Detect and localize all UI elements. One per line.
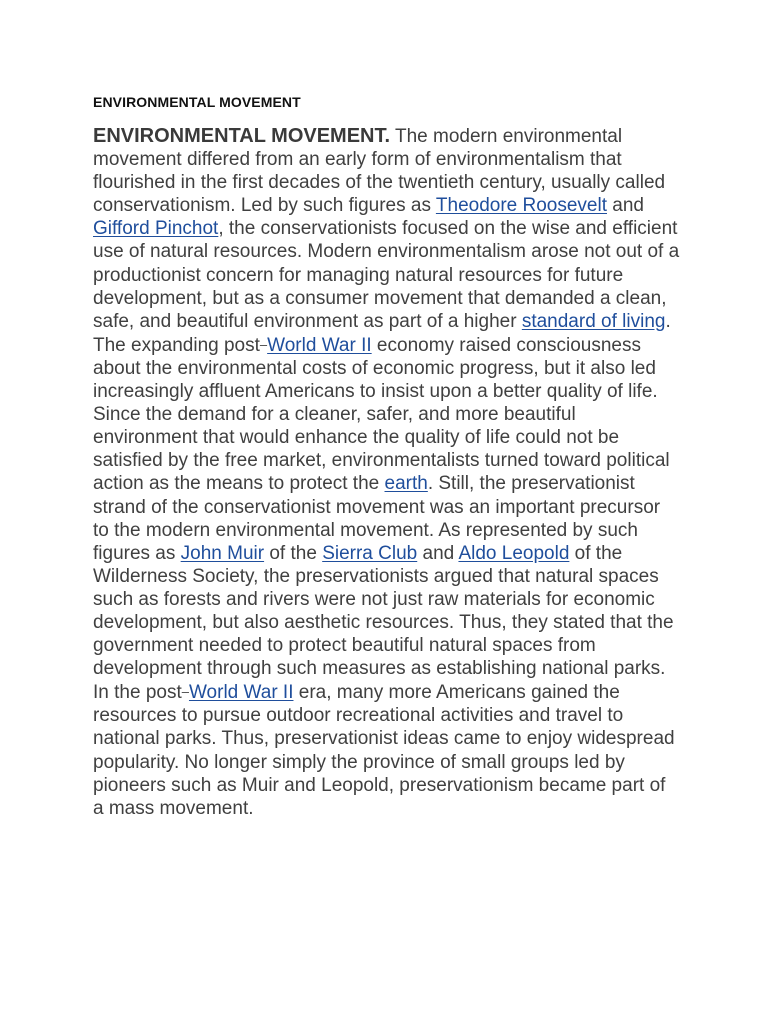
article-paragraph — [93, 125, 681, 820]
link-sierra-club[interactable]: Sierra Club — [322, 542, 418, 564]
body-text: era, many more Americans gained the resources to pursue outdoor recreational activities and travel to national parks. Thus, preservationist ideas came to enjoy widespread popularity. No longer simply the province of small groups led by pioneers such as Muir and Leopold, preservationism became part of a mass movement. — [93, 682, 675, 819]
link-john-muir[interactable]: John Muir — [180, 542, 265, 564]
link-standard-of-living[interactable]: standard of living — [521, 310, 666, 332]
link-world-war-ii[interactable]: World War II — [267, 334, 372, 356]
body-text: and — [417, 542, 459, 564]
dash-separator: – — [259, 336, 268, 352]
link-aldo-leopold[interactable]: Aldo Leopold — [458, 542, 570, 564]
document-heading: ENVIRONMENTAL MOVEMENT — [93, 94, 301, 110]
body-text: and — [607, 195, 644, 217]
body-text: of the — [264, 542, 323, 564]
link-earth[interactable]: earth — [384, 473, 428, 495]
body-text: of the Wilderness Society, the preservationists argued that natural spaces such as forests and rivers were not just raw materials for economic development, but also aesthetic resources. Thus, they stated that the government needed to protect beautiful natural spaces from development through such measures as establishing national parks. In the post — [93, 542, 674, 704]
body-text: . The expanding post — [93, 310, 671, 356]
body-text: , the conservationists focused on the wise and efficient use of natural resources. Modern environmentalism arose not out of a productionist concern for managing natural resources for future development, but as a consumer movement that demanded a clean, safe, and beautiful environment as part of a higher — [93, 218, 680, 332]
dash-separator: – — [181, 684, 189, 700]
link-theodore-roosevelt[interactable]: Theodore Roosevelt — [435, 195, 607, 217]
link-world-war-ii-second[interactable]: World War II — [188, 682, 294, 704]
link-gifford-pinchot[interactable]: Gifford Pinchot — [93, 218, 219, 240]
body-text: economy raised consciousness about the environmental costs of economic progress, but it also led increasingly affluent Americans to insist upon a better quality of life. Since the demand for a cleaner, safer, and more beautiful environment that would enhance the quality of life could not be satisfied by the free market, environmentalists turned toward political action as the means to protect the — [93, 334, 670, 495]
body-text: The modern environmental movement differed from an early form of environmentalism that flourished in the first decades of the twentieth century, usually called conservationism. Led by such figures as — [93, 126, 666, 217]
body-text: . Still, the preservationist strand of the conservationist movement was an important precursor to the modern environmental movement. As represented by such figures as — [93, 473, 661, 564]
lead-title: ENVIRONMENTAL MOVEMENT. — [93, 125, 391, 147]
